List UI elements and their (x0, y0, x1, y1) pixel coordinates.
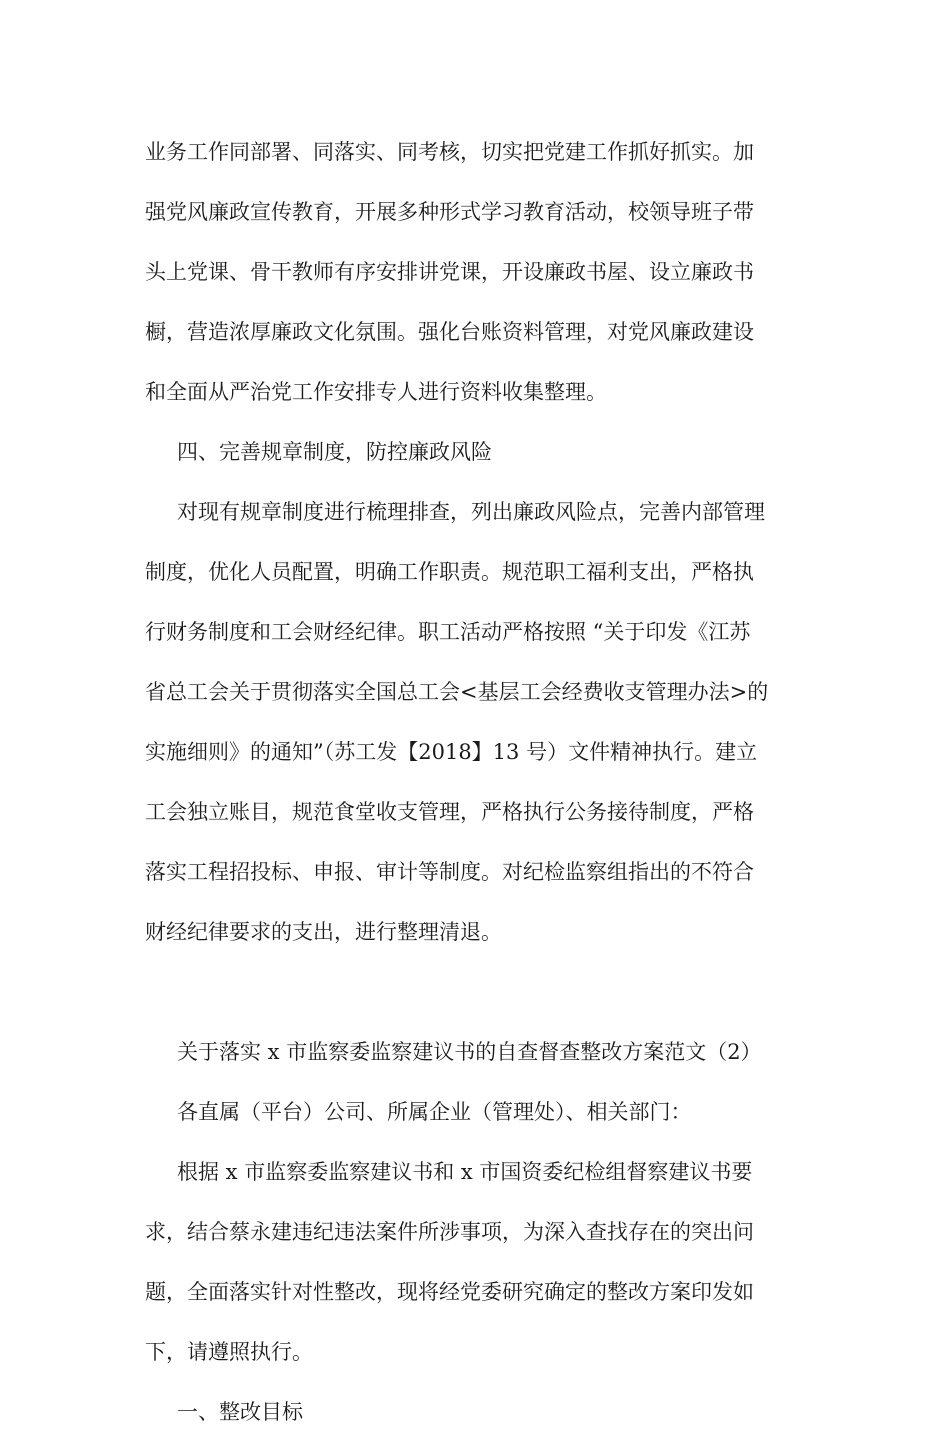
document-title (145, 1036, 810, 1069)
text-line: 实施细则》的通知”（苏工发【2018】13 号）文件精神执行。建立 (145, 740, 758, 764)
text-line: 省总工会关于贯彻落实全国总工会<基层工会经费收支管理办法>的 (145, 680, 769, 704)
document-body (145, 136, 810, 1429)
text-line: 橱，营造浓厚廉政文化氛围。强化台账资料管理，对党风廉政建设 (145, 320, 754, 344)
text-line: 对现有规章制度进行梳理排查，列出廉政风险点，完善内部管理 (177, 500, 765, 524)
text-line: 题，全面落实针对性整改，现将经党委研究确定的整改方案印发如 (145, 1280, 754, 1304)
title-text: 关于落实 x 市监察委监察建议书的自查督查整改方案范文（2） (177, 1040, 762, 1064)
text-line: 头上党课、骨干教师有序安排讲党课，开设廉政书屋、设立廉政书 (145, 260, 754, 284)
addressee-line (145, 1096, 810, 1129)
text-line: 强党风廉政宣传教育，开展多种形式学习教育活动，校领导班子带 (145, 200, 754, 224)
heading-text: 四、完善规章制度，防控廉政风险 (177, 440, 492, 464)
section-heading-one (145, 1396, 810, 1429)
section-heading-four (145, 436, 810, 469)
text-line: 根据 x 市监察委监察建议书和 x 市国资委纪检组督察建议书要 (177, 1160, 753, 1184)
addressee-text: 各直属（平台）公司、所属企业（管理处）、相关部门： (177, 1100, 692, 1124)
text-line: 落实工程招投标、申报、审计等制度。对纪检监察组指出的不符合 (145, 860, 754, 884)
text-line: 和全面从严治党工作安排专人进行资料收集整理。 (145, 380, 607, 404)
paragraph-intro (145, 1156, 810, 1369)
text-line: 财经纪律要求的支出，进行整理清退。 (145, 920, 502, 944)
heading-text: 一、整改目标 (177, 1400, 303, 1424)
paragraph-party-building (145, 136, 810, 409)
paragraph-regulations (145, 496, 810, 949)
text-line: 下，请遵照执行。 (145, 1340, 313, 1364)
text-line: 求，结合蔡永建违纪违法案件所涉事项，为深入查找存在的突出问 (145, 1220, 754, 1244)
text-line: 工会独立账目，规范食堂收支管理，严格执行公务接待制度，严格 (145, 800, 754, 824)
text-line: 制度，优化人员配置，明确工作职责。规范职工福利支出，严格执 (145, 560, 754, 584)
text-line: 行财务制度和工会财经纪律。职工活动严格按照 “关于印发《江苏 (145, 620, 751, 644)
text-line: 业务工作同部署、同落实、同考核，切实把党建工作抓好抓实。加 (145, 140, 754, 164)
